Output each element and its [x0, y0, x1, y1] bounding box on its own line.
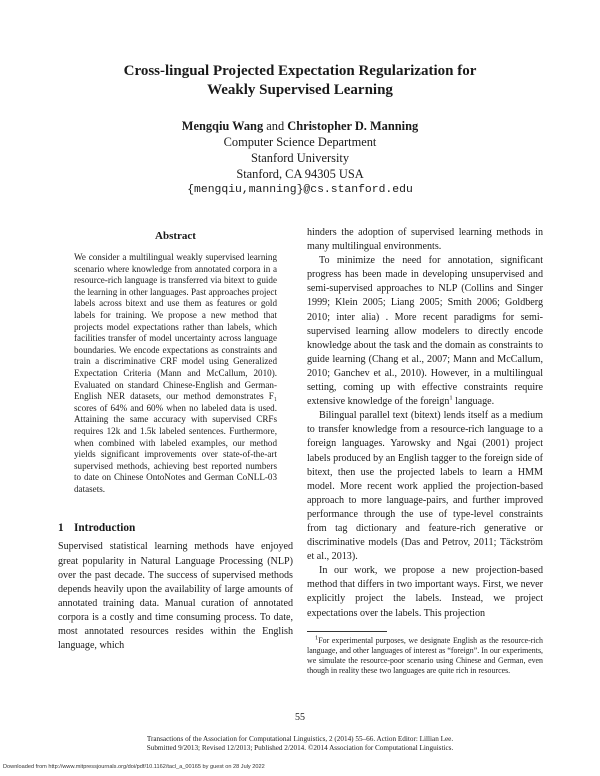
download-watermark: Downloaded from http://www.mitpressjournals.org/doi/pdf/10.1162/tacl_a_00165 by guest on 28 July 2022	[3, 764, 265, 770]
abstract-text: We consider a multilingual weakly supervised learning scenario where knowledge from annotated corpora in a resource-rich language is transferred via bitext to guide the learning in other languages. Past approaches project labels across bitext and use them as features or gold labels for training. We propose a new method that projects model expectations rather than labels, which facilities transfer of model uncertainty across language boundaries. We encode expectations as constraints and train a discriminative CRF model using Generalized Expectation Criteria (Mann and McCallum, 2010). Evaluated on standard Chinese-English and German-English NER datasets, our method demonstrates F₁ scores of 64% and 60% when no labeled data is used. Attaining the same accuracy with supervised CRFs requires 12k and 1.5k labeled sentences. Furthermore, when combined with labeled examples, our method yields significant improvements over state-of-the-art supervised methods, achieving best reported numbers to date on Chinese OntoNotes and German CoNLL-03 datasets.	[74, 252, 277, 494]
author-email: {mengqiu,manning}@cs.stanford.edu	[187, 184, 413, 196]
paper-title	[0, 62, 600, 100]
affiliation-dept: Computer Science Department	[223, 135, 377, 149]
footnote-divider	[307, 631, 387, 632]
page-number: 55	[295, 712, 305, 723]
right-paragraph-1	[307, 254, 543, 409]
title-line-1: Cross-lingual Projected Expectation Regularization for	[123, 63, 477, 79]
journal-line-2: Submitted 9/2013; Revised 12/2013; Published 2/2014. ©2014 Association for Computational Linguistics.	[146, 744, 454, 753]
author-block	[0, 118, 600, 198]
right-column	[307, 226, 543, 676]
right-paragraph-2: Bilingual parallel text (bitext) lends itself as a medium to transfer knowledge from a resource-rich language to a foreign languages. Yarowsky and Ngai (2001) project labels produced by an English tagger to the foreign side of bitext, then use the projected labels to learn a HMM model. More recent work applied the projection-based approach to more language-pairs, and further improved performance through the use of type-level constraints from tag dictionary and feature-rich generative or discriminative models (Das and Petrov, 2011; Täckström et al., 2013).	[307, 410, 544, 563]
footnote-1	[307, 636, 543, 677]
section-number: 1	[58, 522, 64, 535]
footnote-marker: 1	[449, 394, 453, 402]
affiliation-city: Stanford, CA 94305 USA	[236, 167, 364, 181]
intro-paragraph-1: Supervised statistical learning methods have enjoyed great popularity in Natural Language Processing (NLP) over the past decade. The success of supervised methods depends heavily upon the availability of large amounts of annotated training data. Manual curation of annotated corpora is a costly and time consuming process. To date, most annotated resources resides within the English language, which	[58, 541, 293, 652]
abstract-heading: Abstract	[155, 230, 196, 242]
section-heading-introduction	[58, 521, 293, 535]
right-paragraph-0: hinders the adoption of supervised learning methods in many multilingual environments.	[307, 227, 543, 253]
journal-info	[0, 735, 600, 753]
title-line-2: Weakly Supervised Learning	[207, 82, 393, 98]
right-paragraph-1-text: To minimize the need for annotation, significant progress has been made in developing unsupervised and semi-supervised approaches to NLP (Collins and Singer 1999; Klein 2005; Liang 2005; Smith 2006; Goldberg 2010; inter alia) . More recent paradigms for semi-supervised learning allow modelers to directly encode knowledge about the task and the domain as constraints to guide learning (Chang et al., 2007; Mann and McCallum, 2010; Ganchev et al., 2010). However, in a multilingual setting, coming up with effective constraints require extensive knowledge of the foreign	[307, 255, 543, 408]
right-paragraph-3: In our work, we propose a new projection-based method that differs in two important ways. First, we never explicitly project the labels. Instead, we project expectations over the labels. This projection	[307, 565, 543, 619]
section-title: Introduction	[74, 522, 136, 535]
footnote-number: 1	[315, 634, 319, 641]
author-1: Mengqiu Wang	[181, 119, 264, 133]
affiliation-university: Stanford University	[250, 151, 350, 165]
author-conjunction: and	[266, 119, 285, 133]
author-2: Christopher D. Manning	[287, 119, 419, 133]
journal-line-1: Transactions of the Association for Computational Linguistics, 2 (2014) 55–66. Action Editor: Lillian Lee.	[146, 735, 454, 743]
footnote-text: For experimental purposes, we designate English as the resource-rich language, and other languages of interest as “foreign”. In our experiments, we simulate the resource-poor scenario using Chinese and German, even though in reality these two languages are quite rich in resources.	[307, 635, 543, 676]
right-paragraph-1-end: language.	[452, 396, 495, 408]
author-names	[0, 118, 600, 134]
left-column	[58, 226, 293, 653]
